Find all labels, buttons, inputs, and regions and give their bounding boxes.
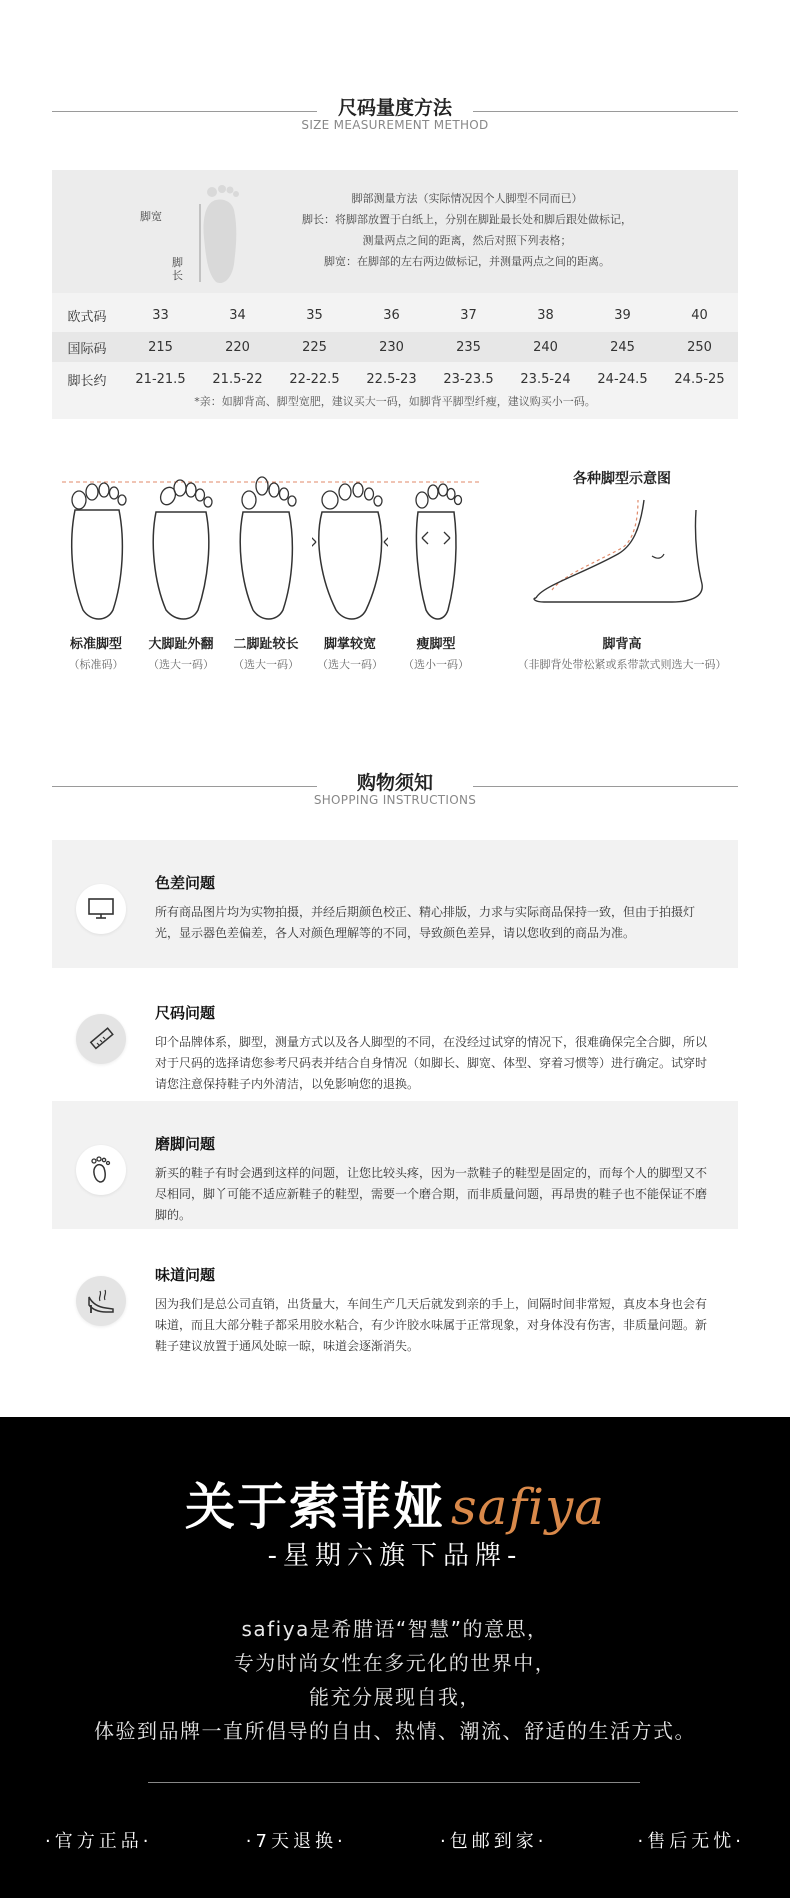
- brand-description: [0, 1612, 790, 1748]
- table-cell: 23.5-24: [520, 371, 571, 387]
- instruction-chafing: [52, 1101, 738, 1229]
- table-cell: 235: [456, 339, 481, 355]
- table-row: [52, 300, 738, 330]
- brand-subtitle: -星期六旗下品牌-: [267, 1541, 523, 1571]
- brand-section: [0, 1417, 790, 1898]
- measurement-method-text: [252, 188, 682, 272]
- foot-type-note: （选大一码）: [317, 658, 383, 671]
- foot-type-name: 二脚趾较长: [233, 637, 299, 652]
- icon-badge: [76, 1145, 126, 1195]
- foot-type-name: 脚背高: [602, 637, 642, 652]
- size-tip: *亲：如脚背高、脚型宽肥，建议买大一码，如脚背平脚型纤瘦，建议购买小一码。: [194, 395, 596, 408]
- table-cell: 240: [533, 339, 558, 355]
- table-cell: 21.5-22: [212, 371, 263, 387]
- measurement-method-box: [52, 170, 738, 293]
- section-subtitle: SHOPPING INSTRUCTIONS: [313, 793, 477, 807]
- foot-width-label: 脚宽: [140, 210, 162, 223]
- foot-types-illustration: [52, 460, 738, 700]
- feature-genuine: ·官方正品·: [45, 1831, 153, 1852]
- foot-type-note: （标准码）: [68, 658, 124, 671]
- instruction-title: 味道问题: [155, 1266, 216, 1284]
- foot-type-name: 大脚趾外翻: [148, 637, 214, 652]
- table-cell: 215: [148, 339, 173, 355]
- high-heel-icon: [86, 1287, 116, 1315]
- row-label: 欧式码: [67, 309, 107, 325]
- brand-description-line: 专为时尚女性在多元化的世界中，: [233, 1651, 557, 1675]
- instruction-title: 磨脚问题: [155, 1135, 216, 1153]
- table-cell: 22.5-23: [366, 371, 417, 387]
- row-label: 国际码: [67, 341, 107, 357]
- table-cell: 220: [225, 339, 250, 355]
- table-cell: 33: [152, 307, 169, 323]
- foot-kinds-title: 各种脚型示意图: [573, 471, 671, 487]
- table-cell: 38: [537, 307, 554, 323]
- instruction-body: 所有商品图片均为实物拍摄，并经后期颜色校正、精心排版，力求与实际商品保持一致，但由于拍摄灯光，显示器色差偏差，各人对颜色理解等的不同，导致颜色差异，请以您收到的商品为准。: [155, 905, 696, 940]
- section-title: 购物须知: [356, 772, 433, 794]
- brand-features: [0, 1827, 790, 1853]
- instruction-title: 尺码问题: [155, 1004, 216, 1022]
- instruction-color-difference: [52, 840, 738, 968]
- bunion-foot-icon: [146, 470, 216, 625]
- foot-type-name: 瘦脚型: [416, 637, 456, 652]
- method-line: 脚部测量方法（实际情况因个人脚型不同而已）: [351, 192, 583, 205]
- foot-type-high-instep: [507, 470, 737, 672]
- table-cell: 250: [687, 339, 712, 355]
- table-row: [52, 364, 738, 394]
- slim-foot-icon: [404, 470, 468, 625]
- footprint-icon: [88, 1156, 114, 1184]
- size-section-header: [52, 93, 738, 143]
- brand-description-line: safiya是希腊语“智慧”的意思，: [241, 1617, 549, 1641]
- instruction-title: 色差问题: [155, 874, 216, 892]
- icon-badge: [76, 1276, 126, 1326]
- table-cell: 225: [302, 339, 327, 355]
- instruction-body: 因为我们是总公司直销，出货量大，车间生产几天后就发到亲的手上，间隔时间非常短，真皮本身也会有味道，而且大部分鞋子都采用胶水粘合，有少许胶水味属于正常现象，对身体没有伤害，非质量问题。新鞋子建议放置于通风处晾一晾，味道会逐渐消失。: [155, 1297, 708, 1353]
- method-line: 脚长：将脚部放置于白纸上，分别在脚趾最长处和脚后跟处做标记，: [302, 213, 632, 226]
- foot-type-note: （选大一码）: [233, 658, 299, 671]
- table-cell: 40: [691, 307, 708, 323]
- instruction-odor: [52, 1232, 738, 1360]
- method-line: 脚宽：在脚部的左右两边做标记，并测量两点之间的距离。: [324, 255, 610, 268]
- icon-badge: [76, 1014, 126, 1064]
- foot-type-long-second-toe: [226, 470, 306, 672]
- section-title: 尺码量度方法: [337, 97, 452, 119]
- brand-title-text: 关于索菲娅: [184, 1478, 445, 1536]
- divider-line: [148, 1782, 640, 1783]
- foot-type-wide: [310, 470, 390, 672]
- foot-type-note: （选小一码）: [403, 658, 469, 671]
- table-row: [52, 332, 738, 362]
- table-cell: 23-23.5: [443, 371, 494, 387]
- instruction-body: 印个品牌体系，脚型，测量方式以及各人脚型的不同，在没经过试穿的情况下，很难确保完全合脚，所以对于尺码的选择请您参考尺码表并结合自身情况（如脚长、脚宽、体型、穿着习惯等）进行确定。试穿时请您注意保持鞋子内外清洁，以免影响您的退换。: [155, 1035, 708, 1091]
- table-cell: 21-21.5: [135, 371, 186, 387]
- high-instep-foot-icon: [522, 470, 722, 625]
- standard-foot-icon: [61, 470, 131, 625]
- method-line: 测量两点之间的距离，然后对照下列表格；: [362, 234, 572, 247]
- brand-logo: safiya: [450, 1478, 606, 1536]
- monitor-icon: [88, 898, 114, 920]
- icon-badge: [76, 884, 126, 934]
- table-cell: 230: [379, 339, 404, 355]
- foot-type-name: 脚掌较宽: [323, 637, 376, 652]
- foot-type-standard: [56, 470, 136, 672]
- foot-type-name: 标准脚型: [69, 637, 122, 652]
- foot-type-bunion: [141, 470, 221, 672]
- long-second-toe-foot-icon: [231, 470, 301, 625]
- feature-after-sales: ·售后无忧·: [637, 1831, 745, 1852]
- foot-type-note: （选大一码）: [148, 658, 214, 671]
- table-cell: 24.5-25: [674, 371, 725, 387]
- wide-foot-icon: [312, 470, 388, 625]
- ruler-icon: [87, 1025, 115, 1053]
- brand-description-line: 体验到品牌一直所倡导的自由、热情、潮流、舒适的生活方式。: [94, 1719, 696, 1743]
- table-cell: 39: [614, 307, 631, 323]
- shopping-section-header: [52, 768, 738, 818]
- brand-title: [0, 1467, 790, 1539]
- section-subtitle: SIZE MEASUREMENT METHOD: [301, 118, 489, 132]
- table-cell: 245: [610, 339, 635, 355]
- foot-type-slim: [396, 470, 476, 672]
- foot-length-label: 脚长: [172, 256, 183, 282]
- brand-description-line: 能充分展现自我，: [309, 1685, 481, 1709]
- instruction-size: [52, 970, 738, 1098]
- table-cell: 36: [383, 307, 400, 323]
- table-cell: 37: [460, 307, 477, 323]
- table-cell: 22-22.5: [289, 371, 340, 387]
- table-cell: 34: [229, 307, 246, 323]
- foot-type-note: （非脚背处带松紧或系带款式则选大一码）: [517, 658, 727, 671]
- row-label: 脚长约: [67, 373, 107, 389]
- table-cell: 24-24.5: [597, 371, 648, 387]
- feature-free-shipping: ·包邮到家·: [440, 1831, 548, 1852]
- feature-7day-return: ·7天退换·: [245, 1831, 347, 1852]
- table-cell: 35: [306, 307, 323, 323]
- foot-measure-figure: [140, 178, 252, 288]
- instruction-body: 新买的鞋子有时会遇到这样的问题，让您比较头疼，因为一款鞋子的鞋型是固定的，而每个人的脚型又不尽相同，脚丫可能不适应新鞋子的鞋型，需要一个磨合期，而非质量问题，再昂贵的鞋子也不能保证不磨脚的。: [155, 1166, 708, 1222]
- size-panel: [52, 170, 738, 419]
